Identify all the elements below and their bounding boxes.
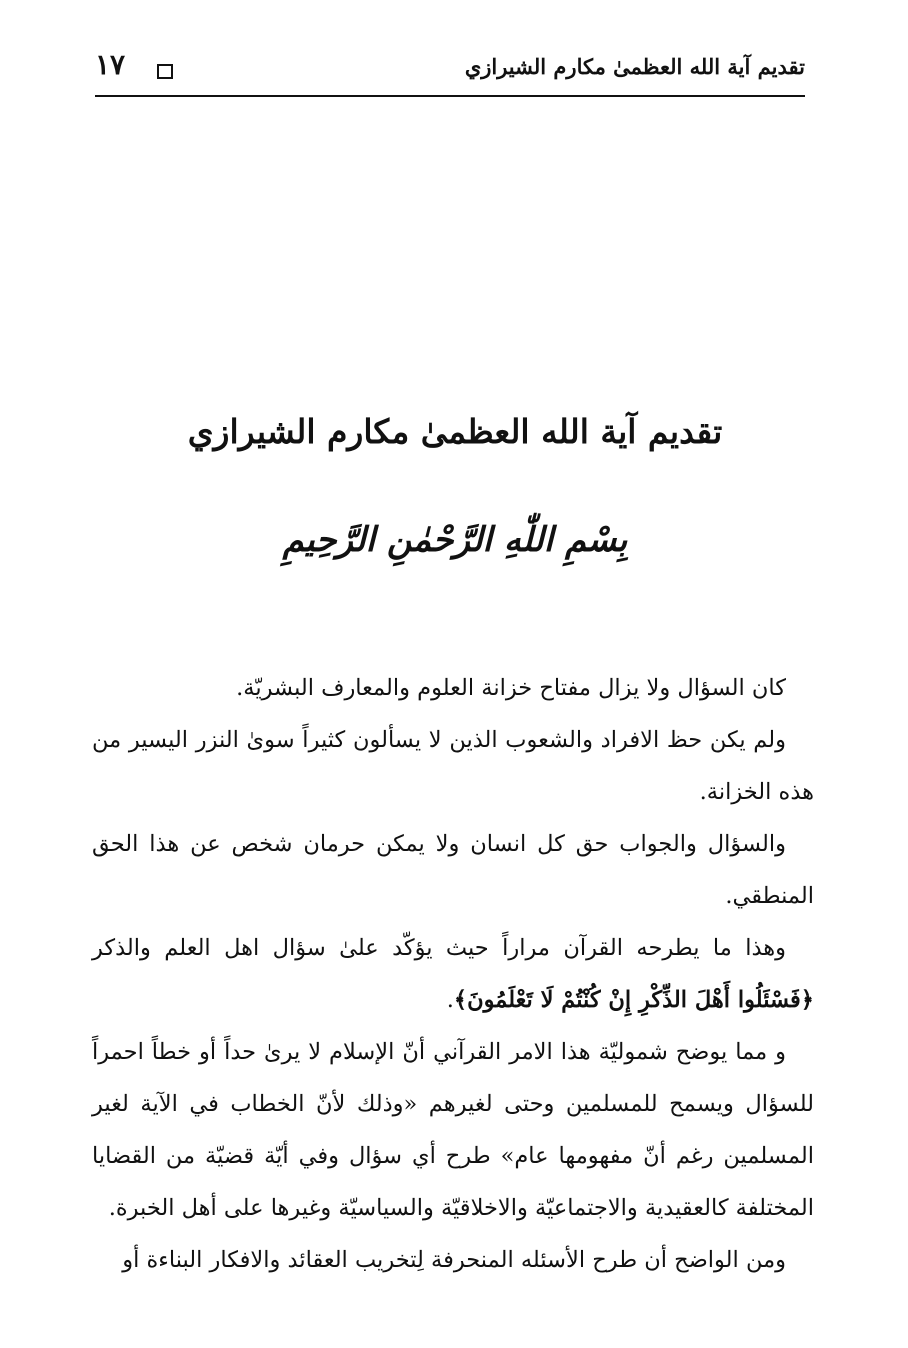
running-title: تقديم آية الله العظمىٰ مكارم الشيرازي — [464, 54, 805, 79]
basmala-calligraphy: بِسْمِ اللّٰهِ الرَّحْمٰنِ الرَّحِيمِ — [282, 520, 628, 560]
paragraph — [92, 922, 814, 1026]
paragraph: ومن الواضح أن طرح الأسئله المنحرفة لِتخريب العقائد والافكار البناءة أو — [122, 1247, 786, 1273]
square-ornament-icon — [157, 64, 173, 79]
paragraph-end: . — [446, 987, 454, 1013]
paragraph: و مما يوضح شموليّة هذا الامر القرآني أنّ الإسلام لا يرىٰ حداً أو خطاً احمراً للسؤال ويسمح للمسلمين وحتى لغيرهم «وذلك لأنّ الخطاب في الآية لغير المسلمين رغم أنّ مفهومها عام» طرح أي سؤال وفي أيّة قضيّة من القضايا المختلفة كالعقيدية والاجتماعيّة والاخلاقيّة والسياسيّة وغيرها على أهل الخبرة. — [92, 1039, 814, 1221]
paragraph: والسؤال والجواب حق كل انسان ولا يمكن حرمان شخص عن هذا الحق المنطقي. — [92, 831, 814, 909]
running-header — [95, 50, 805, 90]
header-rule — [95, 95, 805, 97]
paragraph: كان السؤال ولا يزال مفتاح خزانة العلوم والمعارف البشريّة. — [236, 675, 786, 701]
quran-verse: ﴿فَسْئَلُوا أَهْلَ الذِّكْرِ إِنْ كُنْتُمْ لَا تَعْلَمُونَ﴾ — [453, 987, 814, 1013]
paragraph-text: وهذا ما يطرحه القرآن مراراً حيث يؤكّد علىٰ سؤال اهل العلم والذكر — [92, 935, 786, 961]
body-text — [92, 662, 814, 1286]
chapter-title: تقديم آية الله العظمىٰ مكارم الشيرازي — [187, 412, 723, 451]
paragraph: ولم يكن حظ الافراد والشعوب الذين لا يسألون كثيراً سوىٰ النزر اليسير من هذه الخزانة. — [92, 727, 814, 805]
page-number: ١٧ — [95, 48, 126, 81]
